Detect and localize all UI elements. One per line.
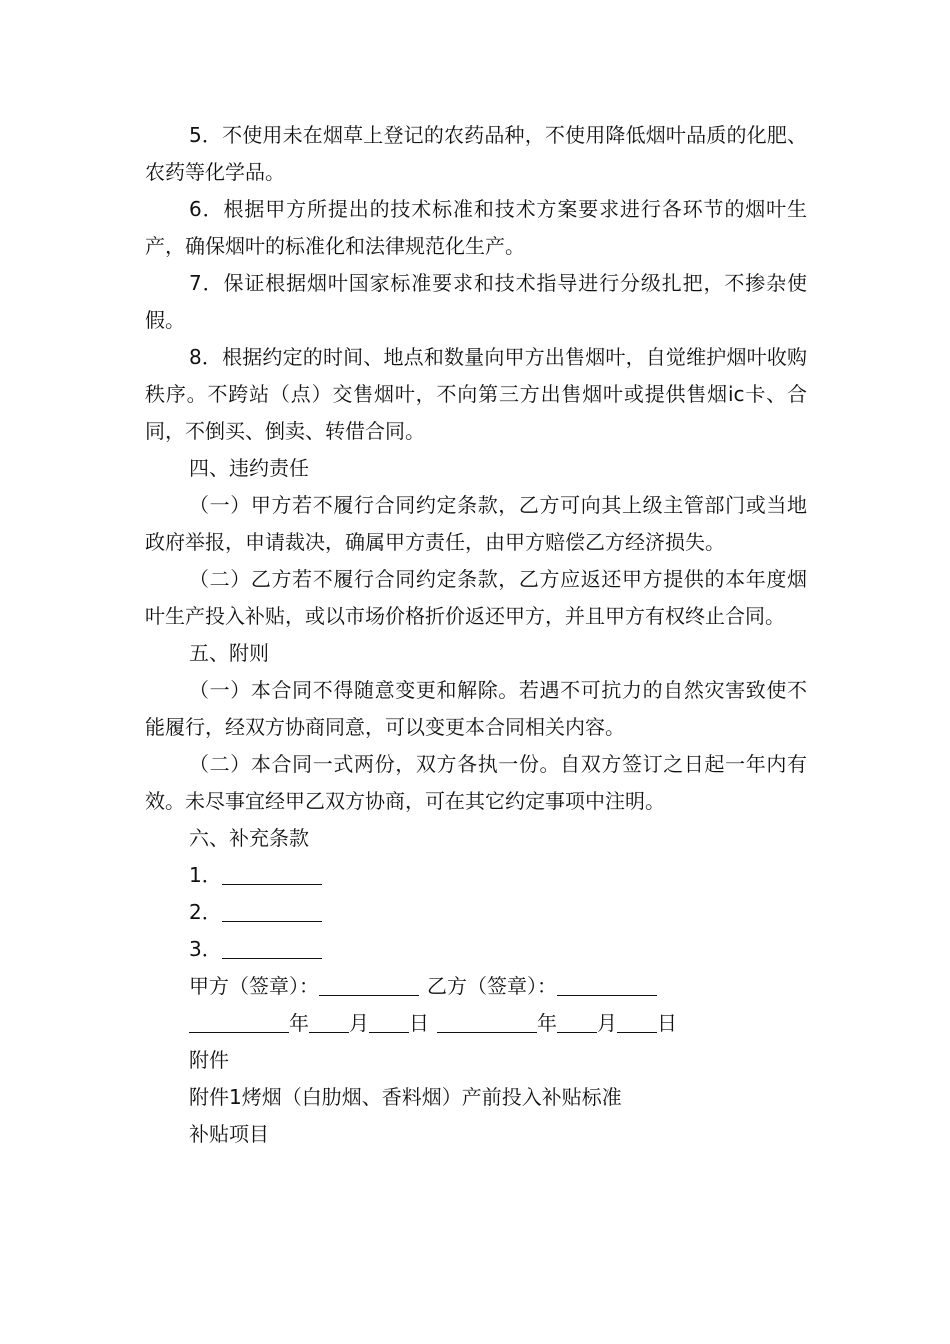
year-label: 年 — [289, 1011, 309, 1035]
party-b-month-blank[interactable] — [557, 1011, 597, 1033]
breach-clause-1: （一）甲方若不履行合同约定条款，乙方可向其上级主管部门或当地政府举报，申请裁决，确属甲方责任，由甲方赔偿乙方经济损失。 — [145, 493, 807, 554]
term-number: 2． — [189, 900, 222, 924]
signature-row — [145, 968, 807, 1005]
attachment-item: 补贴项目 — [189, 1122, 269, 1146]
term-blank-line[interactable] — [222, 937, 322, 959]
rules-clause-1: （一）本合同不得随意变更和解除。若遇不可抗力的自然灾害致使不能履行，经双方协商同意，可以变更本合同相关内容。 — [145, 678, 807, 739]
month-label: 月 — [597, 1011, 617, 1035]
term-number: 3． — [189, 937, 222, 961]
section-heading-breach: 四、违约责任 — [189, 456, 309, 480]
year-label: 年 — [537, 1011, 557, 1035]
term-number: 1． — [189, 863, 222, 887]
additional-term-3 — [145, 931, 807, 968]
clause-5: 5．不使用未在烟草上登记的农药品种，不使用降低烟叶品质的化肥、农药等化学品。 — [145, 123, 807, 184]
attachment-title: 附件1烤烟（白肋烟、香料烟）产前投入补贴标准 — [189, 1085, 622, 1109]
date-row — [145, 1005, 807, 1042]
day-label: 日 — [657, 1011, 677, 1035]
party-a-day-blank[interactable] — [369, 1011, 409, 1033]
party-a-month-blank[interactable] — [309, 1011, 349, 1033]
attachment-label: 附件 — [189, 1048, 229, 1072]
rules-clause-2: （二）本合同一式两份，双方各执一份。自双方签订之日起一年内有效。未尽事宜经甲乙双方协商，可在其它约定事项中注明。 — [145, 752, 807, 813]
party-b-year-blank[interactable] — [437, 1011, 537, 1033]
party-a-year-blank[interactable] — [189, 1011, 289, 1033]
section-heading-supplementary-rules: 五、附则 — [189, 641, 269, 665]
party-b-label: 乙方（签章）： — [427, 974, 557, 998]
party-b-day-blank[interactable] — [617, 1011, 657, 1033]
section-heading-additional-terms: 六、补充条款 — [189, 826, 309, 850]
additional-term-1 — [145, 857, 807, 894]
clause-8: 8．根据约定的时间、地点和数量向甲方出售烟叶，自觉维护烟叶收购秩序。不跨站（点）交售烟叶，不向第三方出售烟叶或提供售烟ic卡、合同，不倒买、倒卖、转借合同。 — [145, 345, 807, 443]
month-label: 月 — [349, 1011, 369, 1035]
breach-clause-2: （二）乙方若不履行合同约定条款，乙方应返还甲方提供的本年度烟叶生产投入补贴，或以市场价格折价返还甲方，并且甲方有权终止合同。 — [145, 567, 807, 628]
party-a-signature-blank[interactable] — [319, 974, 419, 996]
party-a-label: 甲方（签章）： — [189, 974, 319, 998]
day-label: 日 — [409, 1011, 429, 1035]
clause-6: 6．根据甲方所提出的技术标准和技术方案要求进行各环节的烟叶生产，确保烟叶的标准化和法律规范化生产。 — [145, 197, 807, 258]
party-b-signature-blank[interactable] — [557, 974, 657, 996]
term-blank-line[interactable] — [222, 900, 322, 922]
term-blank-line[interactable] — [222, 863, 322, 885]
contract-body — [145, 117, 807, 1153]
additional-term-2 — [145, 894, 807, 931]
clause-7: 7．保证根据烟叶国家标准要求和技术指导进行分级扎把，不掺杂使假。 — [145, 271, 807, 332]
